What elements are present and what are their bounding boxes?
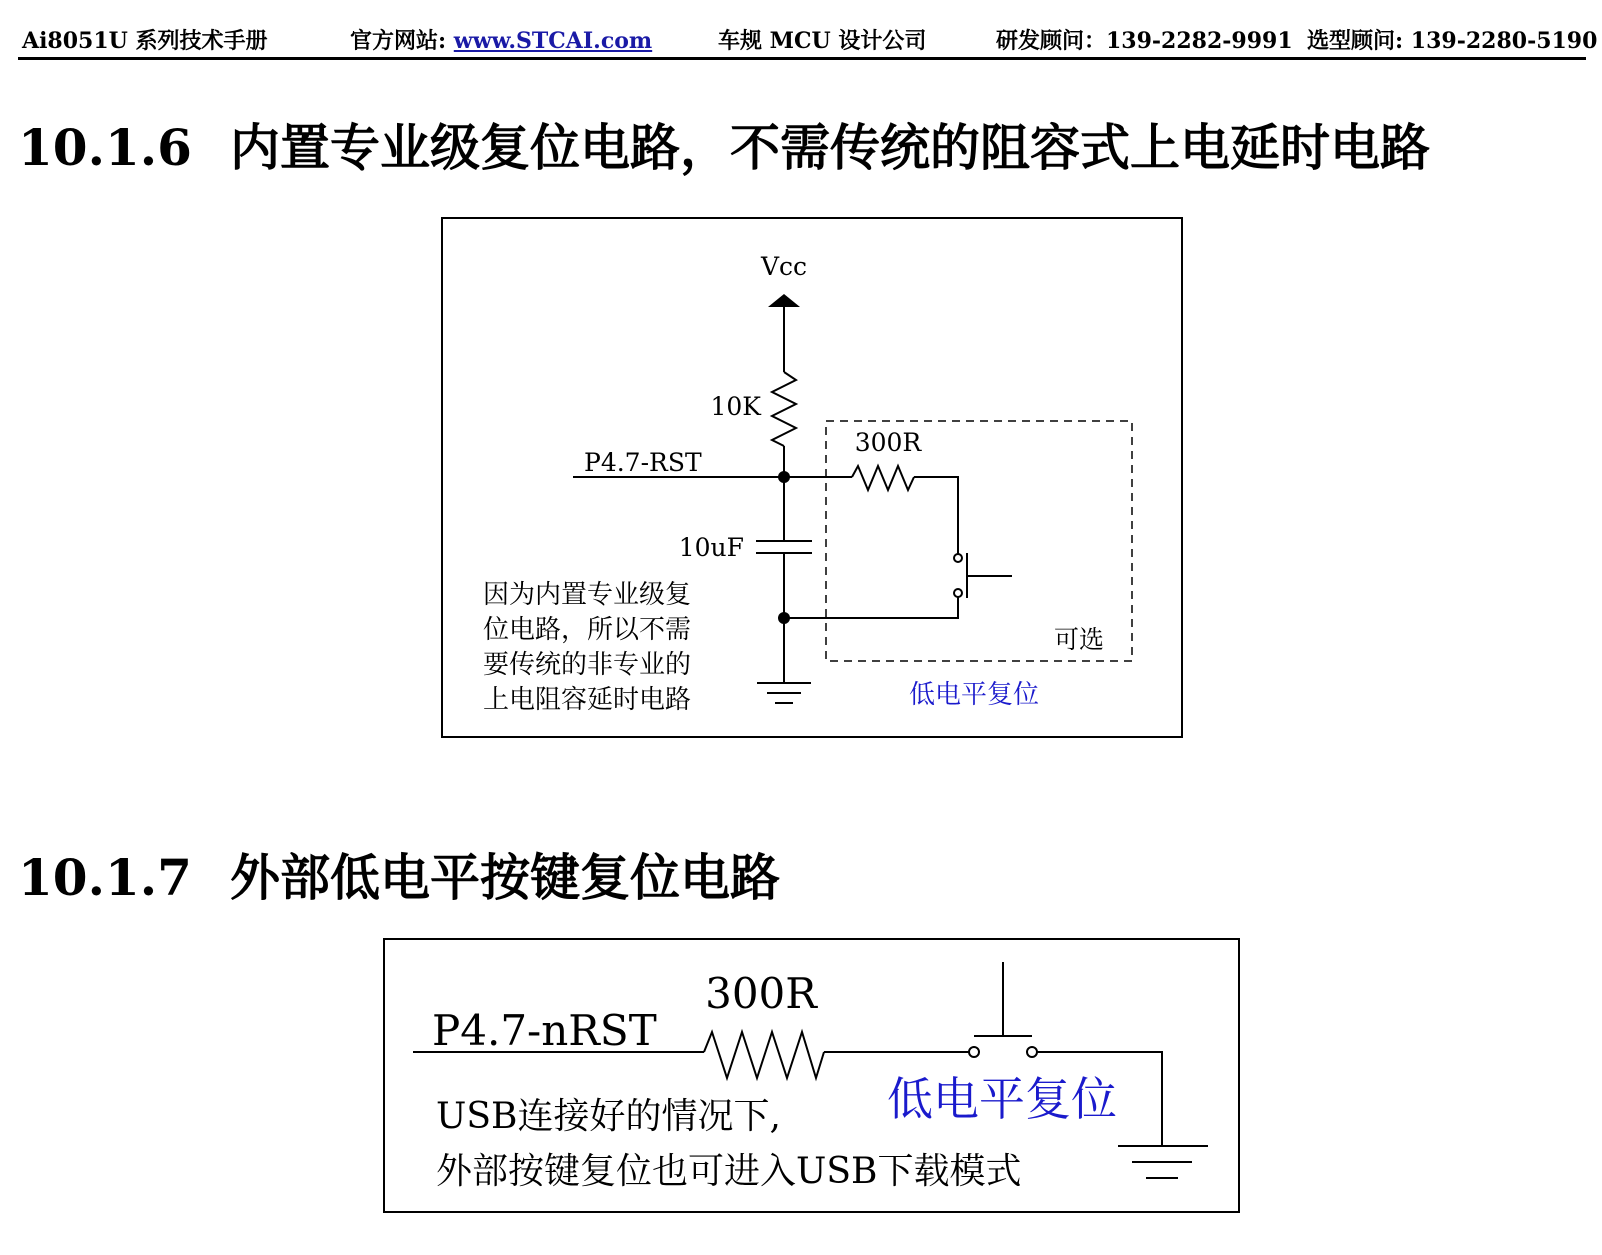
sales-contact: 选型顾问: 139-2280-5190 bbox=[1307, 28, 1598, 54]
site-label: 官方网站: bbox=[350, 28, 454, 54]
vcc-label: Vcc bbox=[760, 252, 808, 281]
switch-wire-top bbox=[914, 477, 958, 554]
note-line-2: 位电路，所以不需 bbox=[483, 615, 692, 645]
note-line-4: 上电阻容延时电路 bbox=[483, 685, 692, 715]
resistor-300r bbox=[852, 466, 914, 490]
section-title: 外部低电平按键复位电路 bbox=[230, 848, 780, 907]
company-tagline: 车规 MCU 设计公司 bbox=[718, 28, 927, 54]
reset-caption-1: 低电平复位 bbox=[908, 680, 1040, 710]
resistor-300r-2 bbox=[704, 1032, 824, 1078]
resistor-300r-label: 300R bbox=[854, 428, 922, 457]
pin-label: P4.7-RST bbox=[584, 448, 702, 477]
section-number: 10.1.7 bbox=[18, 848, 192, 907]
resistor-10k-label: 10K bbox=[710, 392, 761, 421]
section-heading-1017 bbox=[18, 838, 780, 910]
switch-contact-top bbox=[954, 554, 962, 562]
junction-dot-bottom bbox=[778, 612, 790, 624]
switch-contact-bottom bbox=[954, 589, 962, 597]
capacitor-label: 10uF bbox=[678, 533, 744, 562]
note2-line-1: USB连接好的情况下, bbox=[436, 1096, 781, 1137]
rd-contact: 研发顾问：139-2282-9991 bbox=[996, 28, 1293, 54]
section-number: 10.1.6 bbox=[18, 118, 192, 177]
resistor-10k bbox=[772, 372, 796, 446]
switch-contact-left bbox=[969, 1047, 979, 1057]
note2-line-2: 外部按键复位也可进入USB下载模式 bbox=[436, 1151, 1022, 1192]
manual-title: Ai8051U 系列技术手册 bbox=[22, 28, 268, 54]
site-link[interactable]: www.STCAI.com bbox=[453, 28, 653, 54]
note-line-1: 因为内置专业级复 bbox=[483, 580, 692, 610]
note-line-3: 要传统的非专业的 bbox=[483, 650, 692, 680]
switch-wire-bottom bbox=[784, 597, 958, 618]
optional-label: 可选 bbox=[1053, 625, 1104, 654]
switch-contact-right bbox=[1027, 1047, 1037, 1057]
resistor-label-2: 300R bbox=[705, 969, 817, 1018]
vcc-arrow-icon bbox=[768, 294, 800, 307]
pin-label-2: P4.7-nRST bbox=[432, 1006, 657, 1055]
section-title: 内置专业级复位电路，不需传统的阻容式上电延时电路 bbox=[230, 118, 1430, 177]
reset-caption-2: 低电平复位 bbox=[887, 1072, 1117, 1126]
